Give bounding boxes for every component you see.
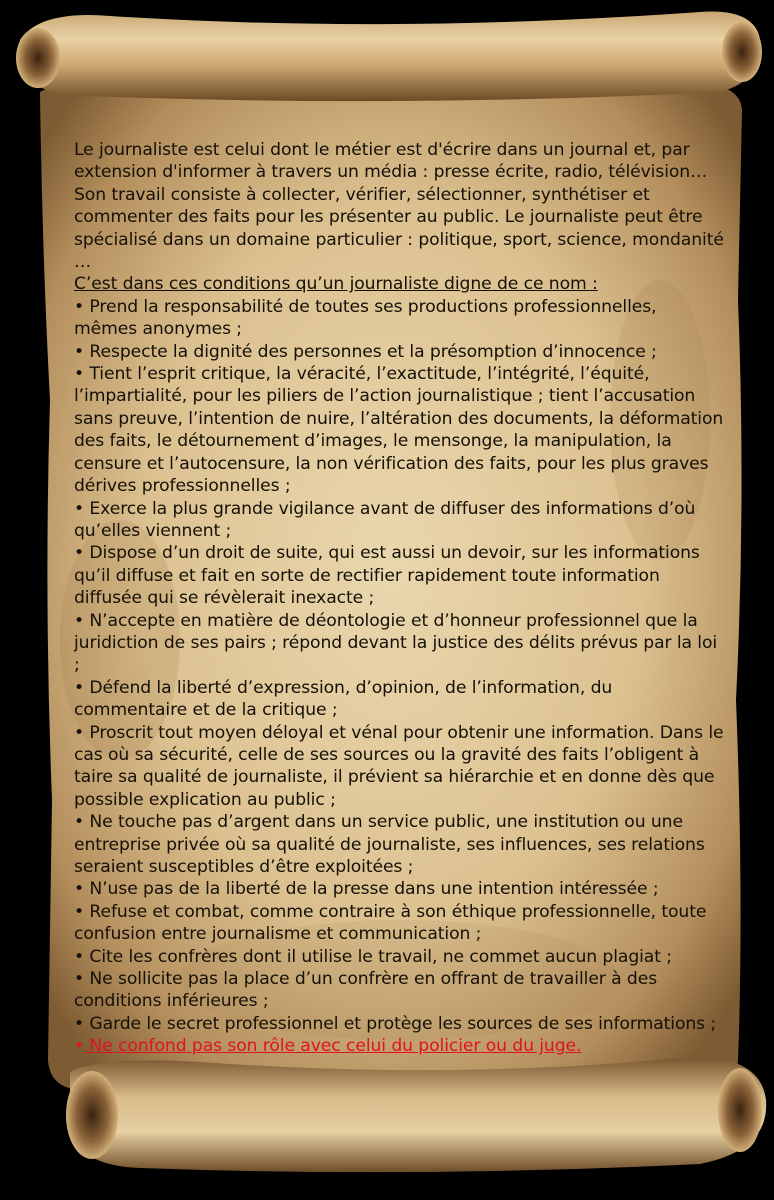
top-roll (20, 12, 760, 102)
bullet: • (74, 946, 85, 967)
list-item-text: Défend la liberté d’expression, d’opinion, de l’information, du commentaire et de la critique ; (74, 677, 613, 721)
bottom-roll-right-curl (718, 1068, 762, 1152)
list-item (74, 677, 724, 722)
conditions-heading: C’est dans ces conditions qu’un journaliste digne de ce nom : (74, 274, 598, 295)
bullet: • (74, 296, 85, 317)
list-item-text: Dispose d’un droit de suite, qui est aussi un devoir, sur les informations qu’il diffuse et fait en sorte de rectifier rapidement toute information diffusée qui se révèlerait inexacte ; (74, 543, 700, 609)
bullet: • (74, 812, 85, 833)
list-item-text: Ne sollicite pas la place d’un confrère en offrant de travailler à des conditions inférieures ; (74, 969, 658, 1012)
list-item-text: Cite les confrères dont il utilise le travail, ne commet aucun plagiat ; (89, 946, 672, 967)
list-item (74, 1013, 724, 1035)
list-item-text: Respecte la dignité des personnes et la présomption d’innocence ; (89, 341, 657, 362)
bullet: • (74, 969, 85, 990)
bullet: • (74, 722, 85, 743)
list-item (74, 878, 724, 900)
list-item (74, 363, 724, 497)
bullet: • (74, 879, 85, 900)
bottom-roll-left-curl (66, 1071, 118, 1159)
list-item (74, 968, 724, 1013)
list-item (74, 498, 724, 543)
list-item-text: Ne touche pas d’argent dans un service public, une institution ou une entreprise privée où sa qualité de journaliste, ses influences, ses relations seraient susceptibles d’être exploitées ; (74, 812, 705, 877)
list-item-text: N’accepte en matière de déontologie et d’honneur professionnel que la juridiction de ses pairs ; répond devant la justice des délits prévus par la loi ; (74, 610, 718, 676)
bullet: • (74, 543, 85, 564)
bottom-roll (70, 1057, 766, 1172)
list-item (74, 901, 724, 946)
bullet: • (74, 1013, 85, 1034)
bullet: • (74, 498, 85, 519)
bullet: • (74, 341, 85, 362)
list-item (74, 341, 724, 363)
list-item-text: Tient l’esprit critique, la véracité, l’exactitude, l’intégrité, l’équité, l’impartialité, pour les piliers de l’action journalistique ; tient l’accusation sans preuve, l’intention de nuire, l’altération des documents, la déformation des faits, le détournement d’images, le mensonge, la manipulation, la censure et l’autocensure, la non vérification des faits, pour les plus graves dérives professionnelles ; (74, 364, 724, 497)
document-body (74, 139, 724, 1058)
list-item-text: Proscrit tout moyen déloyal et vénal pour obtenir une information. Dans le cas où sa sécurité, celle de ses sources ou la gravité des faits l’obligent à taire sa qualité de journaliste, il prévient sa hiérarchie et en donne dès que possible explication au public ; (74, 722, 724, 810)
intro-paragraph: Le journaliste est celui dont le métier est d'écrire dans un journal et, par extension d'informer à travers un média : presse écrite, radio, télévision… Son travail consiste à collecter, vérifier, sélectionner, synthétiser et commenter des faits pour les présenter au public. Le journaliste peut être spécialisé dans un domaine particulier : politique, sport, science, mondanité … (74, 140, 724, 273)
list-item-text: N’use pas de la liberté de la presse dans une intention intéressée ; (89, 879, 659, 900)
bullet: • (74, 901, 85, 922)
highlighted-item-text: Ne confond pas son rôle avec celui du policier ou du juge. (84, 1036, 582, 1057)
list-item (74, 296, 724, 341)
list-item (74, 946, 724, 968)
list-item-last (74, 1035, 724, 1057)
list-item (74, 610, 724, 677)
list-item (74, 722, 724, 812)
bullet: • (74, 610, 85, 631)
list-item-text: Prend la responsabilité de toutes ses productions professionnelles, mêmes anonymes ; (74, 296, 657, 340)
list-item (74, 811, 724, 878)
list-item-text: Refuse et combat, comme contraire à son éthique professionnelle, toute confusion entre journalisme et communication ; (74, 901, 707, 945)
bullet: • (74, 1036, 85, 1057)
bullet: • (74, 364, 85, 385)
list-item-text: Exerce la plus grande vigilance avant de diffuser des informations d’où qu’elles viennent ; (74, 498, 696, 541)
list-item-text: Garde le secret professionnel et protège les sources de ses informations ; (89, 1013, 717, 1034)
bullet: • (74, 677, 85, 698)
top-roll-left-curl (16, 28, 60, 88)
top-roll-right-curl (722, 22, 762, 82)
obligations-list (74, 296, 724, 1035)
list-item (74, 542, 724, 609)
